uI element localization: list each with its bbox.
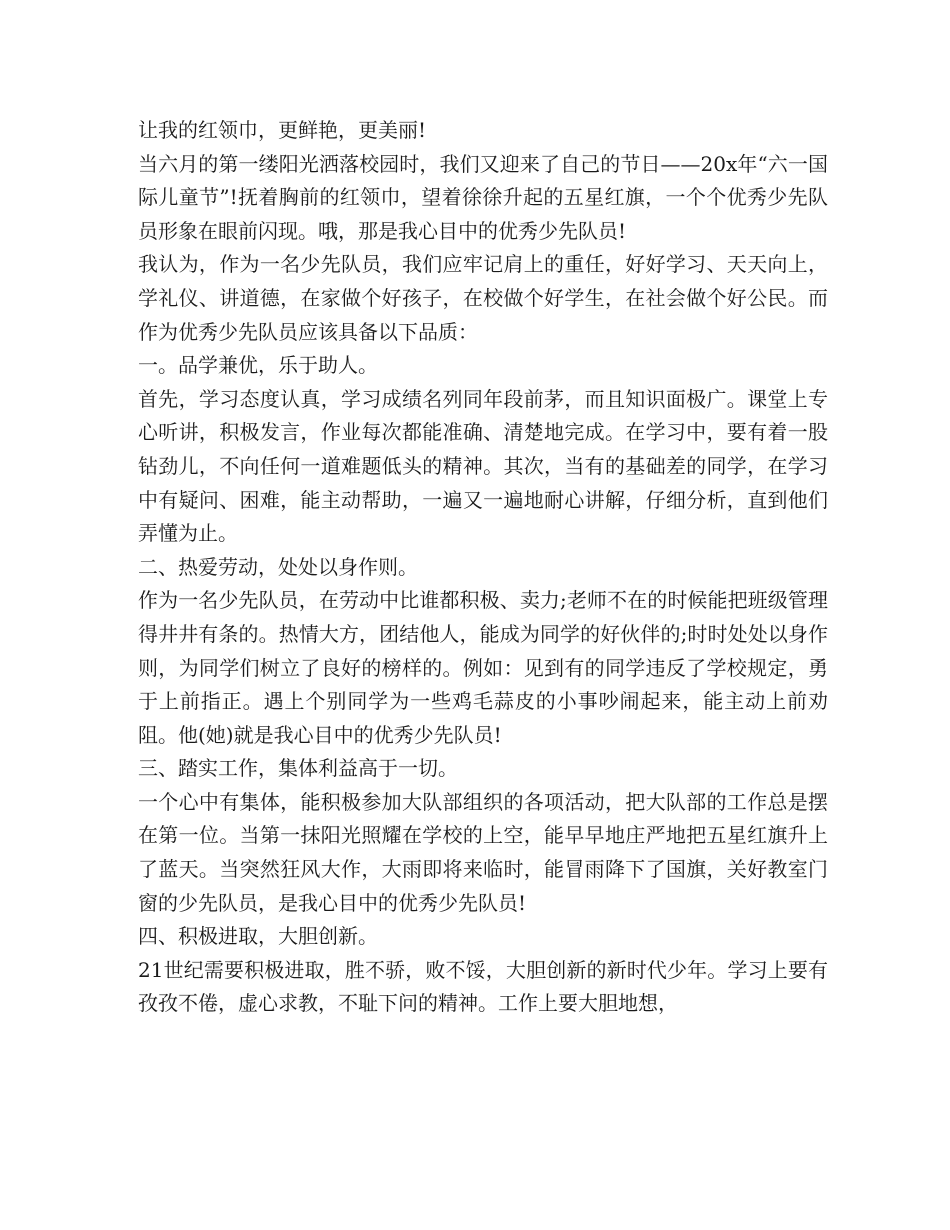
- heading-section-1: 一。品学兼优，乐于助人。: [138, 353, 378, 378]
- paragraph-intro: 让我的红领巾，更鲜艳，更美丽!: [138, 118, 427, 142]
- paragraph-section-2: 作为一名少先队员，在劳动中比谁都积极、卖力;老师不在的时候能把班级管理得井井有条的。热情大方，团结他人，能成为同学的好伙伴的;时时处处以身作则，为同学们树立了良好的榜样的。例如：见到有的同学违反了学校规定，勇于上前指正。遇上个别同学为一些鸡毛蒜皮的小事吵闹起来，能主动上前劝阻。他(她)就是我心目中的优秀少先队员!: [138, 588, 828, 747]
- document-body: [138, 114, 828, 1021]
- heading-section-2: 二、热爱劳动，处处以身作则。: [138, 554, 418, 579]
- paragraph-section-3: 一个心中有集体，能积极参加大队部组织的各项活动，把大队部的工作总是摆在第一位。当第一抹阳光照耀在学校的上空，能早早地庄严地把五星红旗升上了蓝天。当突然狂风大作，大雨即将来临时，能冒雨降下了国旗，关好教室门窗的少先队员，是我心目中的优秀少先队员!: [138, 789, 828, 915]
- paragraph-section-4: 21世纪需要积极进取，胜不骄，败不馁，大胆创新的新时代少年。学习上要有孜孜不倦，虚心求教，不耻下问的精神。工作上要大胆地想，: [138, 957, 828, 1016]
- paragraph-qualities-intro: 我认为，作为一名少先队员，我们应牢记肩上的重任，好好学习、天天向上，学礼仪、讲道德，在家做个好孩子，在校做个好学生，在社会做个好公民。而作为优秀少先队员应该具备以下品质：: [138, 252, 828, 344]
- heading-section-3: 三、踏实工作，集体利益高于一切。: [138, 756, 458, 781]
- heading-section-4: 四、积极进取，大胆创新。: [138, 924, 378, 949]
- paragraph-opening: 当六月的第一缕阳光洒落校园时，我们又迎来了自己的节日——20x年“六一国际儿童节”!抚着胸前的红领巾，望着徐徐升起的五星红旗，一个个优秀少先队员形象在眼前闪现。哦，那是我心目中的优秀少先队员!: [138, 151, 828, 243]
- paragraph-section-1: 首先，学习态度认真，学习成绩名列同年段前茅，而且知识面极广。课堂上专心听讲，积极发言，作业每次都能准确、清楚地完成。在学习中，要有着一股钻劲儿，不向任何一道难题低头的精神。其次，当有的基础差的同学，在学习中有疑问、困难，能主动帮助，一遍又一遍地耐心讲解，仔细分析，直到他们弄懂为止。: [138, 386, 828, 546]
